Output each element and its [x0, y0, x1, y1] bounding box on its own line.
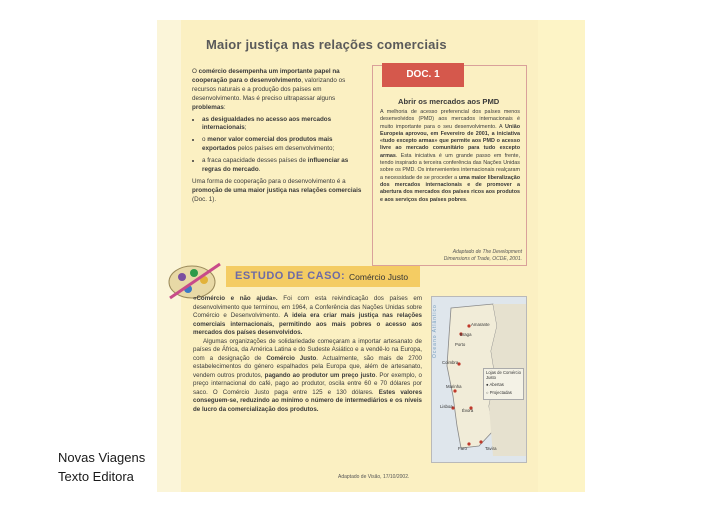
case-paragraph-1: «Comércio e não ajuda». Foi com esta reivindicação dos países em desenvolvimento que terminou, em 1964, a Conferência das Nações Unidas sobre Comércio e Desenvolvimento. A ideia era criar mais justiça nas relações comerciais internacionais, permitindo aos mais pobres o acesso aos mercados dos países desenvolvidos. — [193, 295, 422, 336]
document-tag: DOC. 1 — [382, 63, 464, 87]
problems-list — [192, 116, 365, 175]
city-label: Tavira — [485, 446, 497, 451]
city-label: Marinha — [446, 384, 462, 389]
case-study-subtitle: Comércio Justo — [349, 272, 409, 282]
case-paragraph-2: Algumas organizações de solidariedade começaram a importar artesanato de países de África, da América Latina e do Sudeste Asiático e a vendê-lo na Europa, com a designação de Comércio Justo. Actualmente, são mais de 2700 estabelecimentos do género espalhados pela Europa que, além de artesanato, vendem outros produtos, pagando ao produtor um preço justo. Por exemplo, o preço internacional do café, pago ao produtor, oscila entre 60 e 70 dólares por saco. O Comércio Justo paga entre 125 e 130 dólares. Estes valores conseguem-se, reduzindo ao mínimo o número de intermediários e os níveis de lucro da comercialização dos produtos. — [193, 337, 423, 413]
legend-item: ● Abertas — [486, 382, 504, 388]
caption-line-1: Novas Viagens — [58, 450, 146, 465]
closing-paragraph: Uma forma de cooperação para o desenvolvimento é a promoção de uma maior justiça nas relações comerciais (Doc. 1). — [192, 177, 362, 203]
city-label: Porto — [455, 342, 466, 347]
city-label: Coimbra — [442, 360, 459, 365]
case-study-text — [193, 295, 422, 414]
caption-line-2: Texto Editora — [58, 469, 134, 484]
document-source: Adaptado de The Development Dimensions of Trade, OCDE, 2001. — [443, 249, 522, 262]
city-label: Lisboa — [440, 404, 453, 409]
case-study-source: Adaptado de Visão, 17/10/2002. — [338, 474, 410, 480]
page-title: Maior justiça nas relações comerciais — [206, 37, 447, 52]
case-study-title: ESTUDO DE CASO: — [235, 270, 346, 282]
city-label: Braga — [460, 332, 472, 337]
page-side-strip — [538, 20, 585, 492]
legend-title: Lojas de Comércio Justo — [486, 370, 521, 381]
legend-item: ○ Projectadas — [486, 389, 512, 395]
main-text-column — [192, 68, 365, 208]
map-legend — [483, 368, 524, 400]
city-label: Amarante — [471, 322, 490, 327]
intro-paragraph: O comércio desempenha um importante papel na cooperação para o desenvolvimento, valorizando os recursos naturais e a produção dos países em desenvolvimento. Mas é preciso ultrapassar alguns problemas: — [192, 68, 346, 111]
document-body: A melhoria de acesso preferencial dos países menos desenvolvidos (PMD) aos mercados internacionais é muito importante para o seu desenvolvimento. A União Europeia aprovou, em Fevereiro de 2001, a iniciativa «tudo excepto armas» que permite aos PMD o acesso livre ao mercado comunitário para tudo excepto armas. Esta iniciativa é um grande passo em frente, tendo inspirado a terceira conferência das Nações Unidas sobre os PMD. Os intervenientes internacionais realçaram a necessidade de se proceder a uma maior liberalização dos mercados internacionais e de promover a abertura dos mercados dos países ricos aos produtos e aos serviços dos países pobres. — [380, 109, 521, 203]
list-item: • a fraca capacidade desses países de influenciar as regras do mercado. — [202, 157, 365, 175]
document-heading: Abrir os mercados aos PMD — [398, 97, 500, 106]
list-item: • as desigualdades no acesso aos mercados internacionais; — [202, 116, 365, 134]
city-label: Évora — [462, 408, 474, 413]
page-margin — [157, 20, 181, 492]
list-item: • o menor valor comercial dos produtos mais exportados pelos países em desenvolvimento; — [202, 136, 365, 154]
ocean-label: Oceano Atlântico — [432, 304, 438, 358]
city-label: Faro — [458, 446, 467, 451]
